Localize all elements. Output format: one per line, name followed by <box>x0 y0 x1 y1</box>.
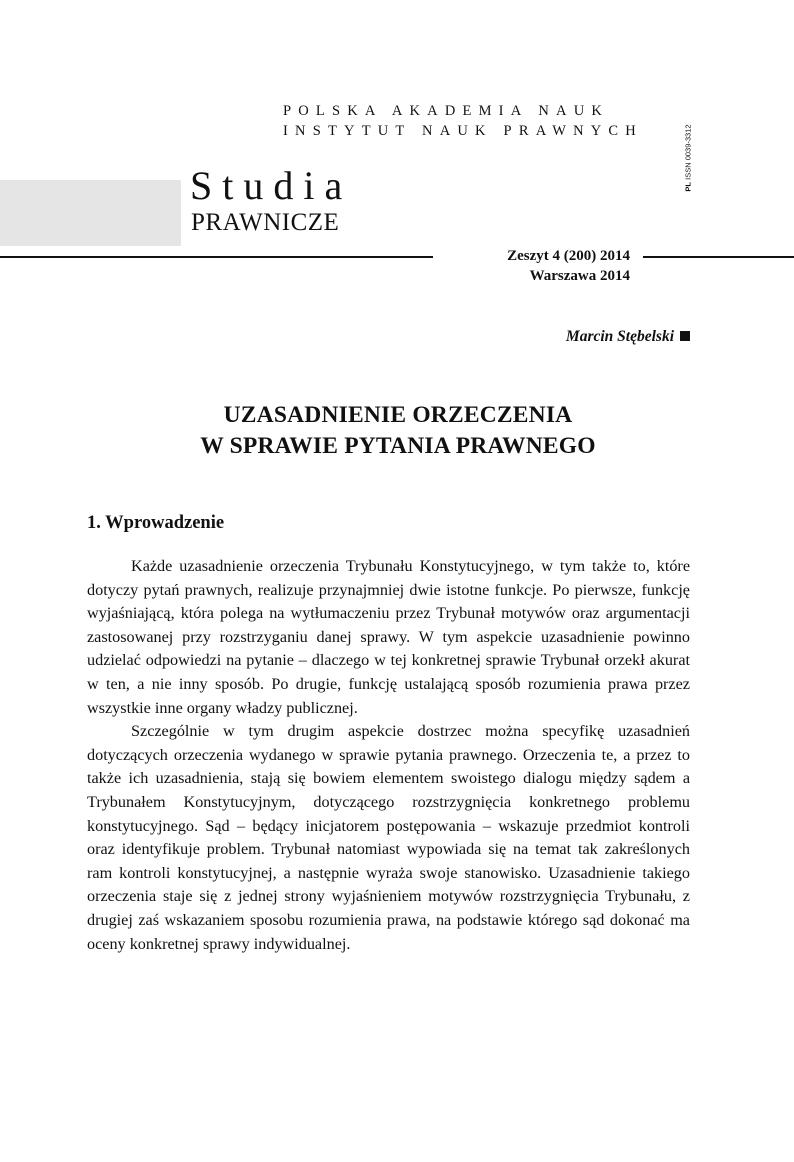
institution-name: POLSKA AKADEMIA NAUK <box>283 103 610 119</box>
issue-number: Zeszyt 4 (200) 2014 <box>507 248 630 264</box>
square-bullet-icon <box>680 331 690 341</box>
author-name: Marcin Stębelski <box>565 328 674 345</box>
article-body <box>87 555 690 956</box>
issn-prefix: PL <box>683 181 693 192</box>
header-rule-left <box>0 256 433 258</box>
journal-logo-studia: Studia <box>190 163 353 208</box>
issue-place-year: Warszawa 2014 <box>529 268 630 284</box>
header-rule-right <box>643 256 794 258</box>
paragraph: Każde uzasadnienie orzeczenia Trybunału Konstytucyjnego, w tym także to, które dotyczy pytań prawnych, realizuje przynajmniej dwie istotne funkcje. Po pierwsze, funkcję wyjaśniającą, która polega na wytłumaczeniu przez Trybunał motywów oraz argumentacji zastosowanej przy rozstrzyganiu danej sprawy. W tym aspekcie uzasadnienie powinno udzielać odpowiedzi na pytanie – dlaczego w tej konkretnej sprawie Trybunał orzekł akurat w ten, a nie inny sposób. Po drugie, funkcję ustalającą sposób rozumienia prawa przez wszystkie inne organy władzy publicznej. <box>87 557 690 717</box>
article-title-line1: UZASADNIENIE ORZECZENIA <box>223 402 573 428</box>
issn-number: ISSN 0039-3312 <box>683 124 693 180</box>
section-heading: 1. Wprowadzenie <box>87 513 225 533</box>
article-title <box>90 400 706 462</box>
article-title-line2: W SPRAWIE PYTANIA PRAWNEGO <box>200 433 596 459</box>
paragraph: Szczególnie w tym drugim aspekcie dostrzec można specyfikę uzasadnień dotyczących orzeczenia wydanego w sprawie pytania prawnego. Orzeczenia te, a przez to także ich uzasadnienia, stają się bowiem elementem swoistego dialogu między sądem a Trybunałem Konstytucyjnym, dotyczącego rozstrzygnięcia konkretnego problemu konstytucyjnego. Sąd – będący inicjatorem postępowania – wskazuje przedmiot kontroli oraz identyfikuje problem. Trybunał natomiast wypowiada się na temat tak zakreślonych ram kontroli konstytucyjnej, a następnie wyraża swoje stanowisko. Uzasadnienie takiego orzeczenia staje się z jednej strony wyjaśnieniem motywów rozstrzygnięcia Trybunału, z drugiej zaś wskazaniem sposobu rozumienia prawa, na podstawie którego sąd dokonać ma oceny konkretnej sprawy indywidualnej. <box>87 722 690 953</box>
journal-logo-prawnicze: PRAWNICZE <box>191 209 340 236</box>
issn-label <box>673 108 703 208</box>
logo-grey-block <box>0 180 181 246</box>
issue-info <box>440 246 630 286</box>
institute-name: INSTYTUT NAUK PRAWNYCH <box>283 123 643 139</box>
author-line <box>440 328 690 346</box>
